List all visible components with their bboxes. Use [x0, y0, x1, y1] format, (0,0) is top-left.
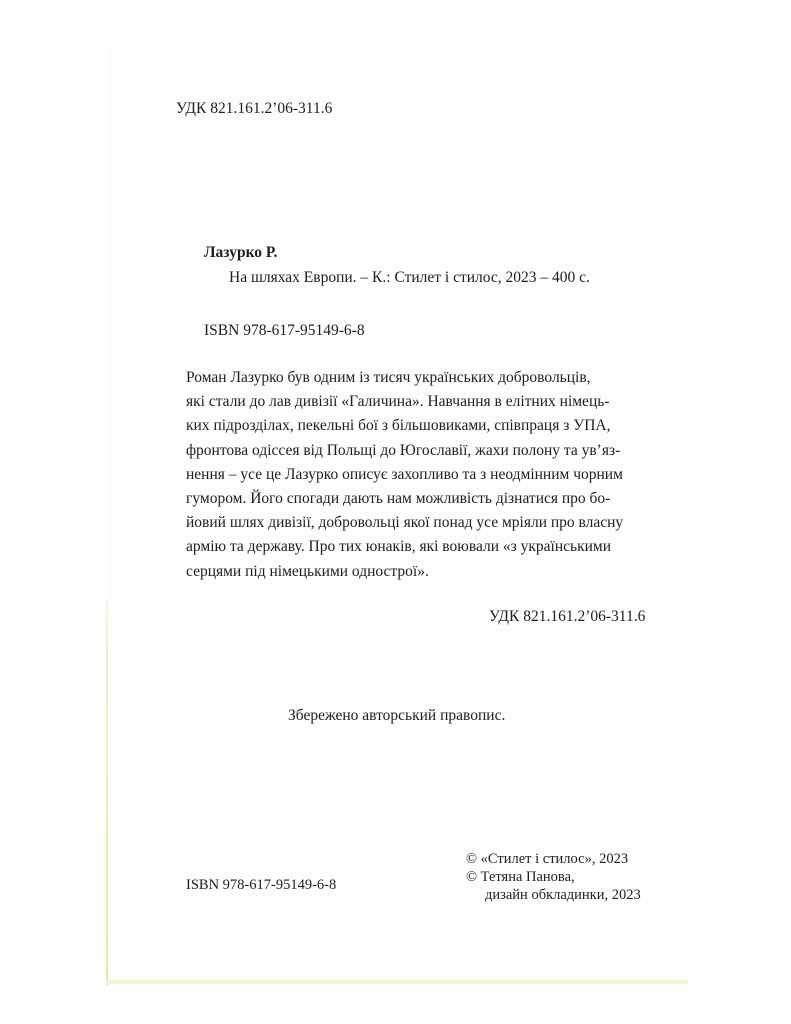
- annotation-line: гумором. Його спогади дають нам можливість дізнатися про бо-: [186, 490, 611, 508]
- udk-code-top: УДК 821.161.2’06-311.6: [176, 100, 333, 117]
- annotation-line: фронтова одіссея від Польщі до Югославії, жахи полону та ув’яз-: [186, 441, 621, 459]
- spelling-note: Збережено авторський правопис.: [288, 707, 506, 724]
- annotation-line: ких підрозділах, пекельні бої з більшовиками, співпраця з УПА,: [186, 417, 611, 435]
- copyright-publisher: © «Стилет і стилос», 2023: [466, 851, 629, 867]
- annotation-paragraph: [186, 366, 666, 584]
- isbn-bottom: ISBN 978-617-95149-6-8: [186, 877, 337, 893]
- annotation-line: Роман Лазурко був одним із тисяч українських добровольців,: [186, 369, 591, 386]
- page-bottom-edge: [106, 980, 688, 984]
- annotation-line: армію та державу. Про тих юнаків, які воювали «з українськими: [186, 538, 612, 556]
- isbn-main: ISBN 978-617-95149-6-8: [204, 322, 365, 339]
- udk-code-right: УДК 821.161.2’06-311.6: [489, 608, 646, 625]
- annotation-line: які стали до лав дивізії «Галичина». Навчання в елітних німець-: [186, 393, 610, 411]
- copyright-designer-role: дизайн обкладинки, 2023: [485, 887, 641, 903]
- annotation-line: нення – усе це Лазурко описує захопливо та з неодмінним чорним: [186, 465, 623, 483]
- annotation-line: йовий шлях дивізії, добровольці якої понад усе мріяли про власну: [186, 514, 624, 532]
- annotation-line: серцями під німецькими однострої».: [186, 562, 429, 580]
- bibliographic-entry: На шляхах Европи. – К.: Стилет і стилос, 2023 – 400 с.: [229, 269, 590, 286]
- copyright-designer: © Тетяна Панова,: [466, 869, 575, 885]
- author-name: Лазурко Р.: [204, 244, 278, 261]
